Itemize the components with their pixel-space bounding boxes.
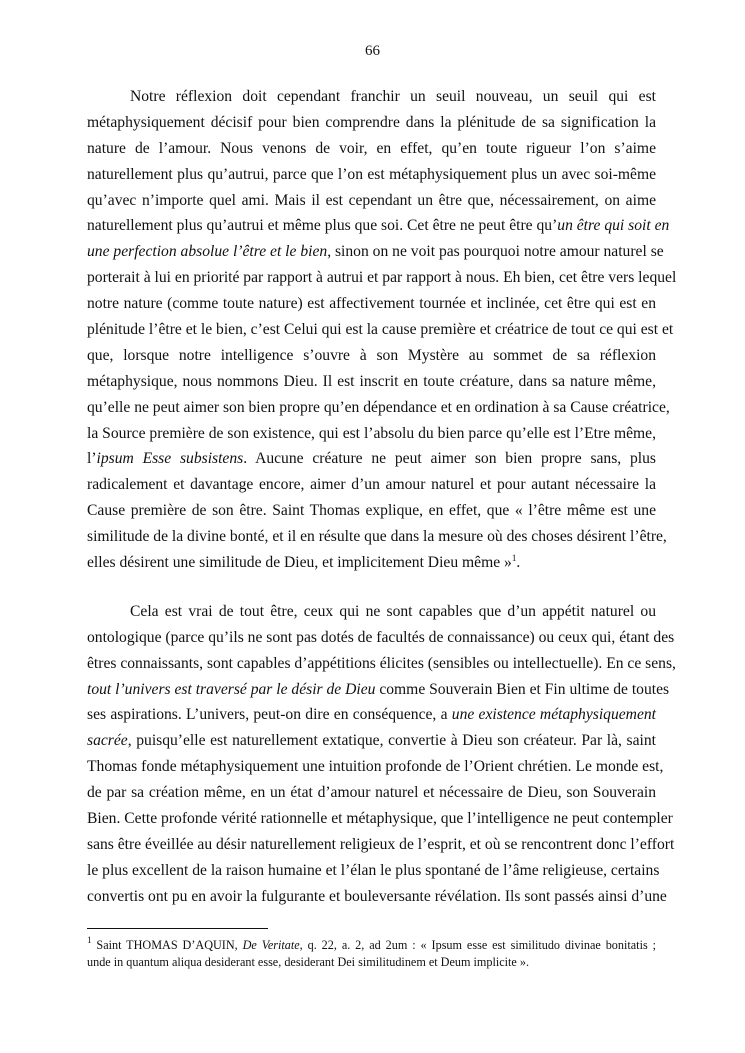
paragraph [87,599,676,910]
italic-text: une existence métaphysiquement [451,706,656,724]
text-line [87,677,670,703]
text-run: qu’avec n’importe quel ami. Mais il est cependant un être que, nécessairement, on aime [87,191,656,209]
text-run: naturellement plus qu’autrui et même plus que soi. Cet être ne peut être qu’ [87,217,558,235]
footnote-ref: 1 [511,553,517,564]
text-run: êtres connaissants, sont capables d’appétitions élicites (sensibles ou intellectuelle). En ce sens, [87,654,676,672]
text-run: Thomas fonde métaphysiquement une intuition profonde de l’Orient chrétien. Le monde est, [87,758,664,776]
text-run: radicalement et davantage encore, aimer d’un amour naturel et pour autant nécessaire la [87,476,656,494]
text-run: sans être éveillée au désir naturellement religieux de l’esprit, et où se rencontrent donc l’effort [87,835,675,853]
text-line [87,780,656,806]
text-run: le plus excellent de la raison humaine et l’élan le plus spontané de l’âme religieuse, certains [87,861,660,879]
page-number: 66 [365,43,380,59]
footnote-line [87,937,656,954]
text-line [87,421,656,447]
footnote-ref: 1 [87,935,92,945]
text-run: ses aspirations. L’univers, peut-on dire en conséquence, a [87,706,452,724]
text-run: , q. 22, a. 2, ad 2um : « Ipsum esse est similitudo divinae bonitatis ; [299,938,656,952]
text-line [87,754,664,780]
text-run: similitude de la divine bonté, et il en résulte que dans la mesure où des choses désirent l’être, [87,528,667,546]
text-line [87,110,656,136]
text-line [87,524,667,550]
text-line [87,884,667,910]
text-line [87,702,656,728]
text-line [87,728,656,754]
text-run: métaphysique, nous nommons Dieu. Il est inscrit en toute créature, dans sa nature même, [87,372,656,390]
text-run: Bien. Cette profonde vérité rationnelle et métaphysique, que l’intelligence ne peut contempler [87,810,673,828]
text-run: métaphysiquement décisif pour bien comprendre dans la plénitude de sa signification la [87,113,656,131]
text-run: , sinon on ne voit pas pourquoi notre amour naturel se [327,243,664,261]
text-run: Saint THOMAS D’AQUIN, [91,938,243,952]
text-line [87,599,656,625]
text-run: de par sa création même, en un état d’amour naturel et nécessaire de Dieu, son Souverain [87,784,656,802]
italic-text: ipsum Esse subsistens [96,450,244,468]
text-line [87,472,656,498]
text-line [87,369,656,395]
text-line [87,317,674,343]
italic-text: sacrée [87,732,128,750]
text-line [87,395,670,421]
text-line [87,343,656,369]
paragraph [87,84,677,576]
footnote-line [87,954,656,971]
text-run: l’ [87,450,97,468]
text-run: convertis ont pu en avoir la fulgurante et bouleversante révélation. Ils sont passés ainsi d’une [87,887,667,905]
text-run: ontologique (parce qu’ils ne sont pas dotés de facultés de connaissance) ou ceux qui, étant des [87,628,675,646]
text-line [87,806,673,832]
text-line [87,446,656,472]
text-line [87,550,656,576]
italic-text: un être qui soit en [557,217,670,235]
italic-text: une perfection absolue l’être et le bien [87,243,328,261]
text-line [87,239,664,265]
text-run: Cause première de son être. Saint Thomas explique, en effet, que « l’être même est une [87,502,656,520]
text-run: porterait à lui en priorité par rapport à autrui et par rapport à nous. Eh bien, cet être vers lequel [87,269,677,287]
text-run: notre nature (comme toute nature) est affectivement tournée et inclinée, cet être qui est en [87,295,656,313]
text-run: comme Souverain Bien et Fin ultime de toutes [375,680,670,698]
text-run: nature de l’amour. Nous venons de voir, en effet, qu’en toute rigueur l’on s’aime [87,139,656,157]
text-line [87,162,656,188]
italic-text: tout l’univers est traversé par le désir de Dieu [87,680,376,698]
text-run: , puisqu’elle est naturellement extatique, convertie à Dieu son créateur. Par là, saint [127,732,656,750]
text-line [87,858,660,884]
text-run: la Source première de son existence, qui est l’absolu du bien parce qu’elle est l’Etre même, [87,424,656,442]
text-line [87,498,656,524]
text-line [87,291,656,317]
text-run: qu’elle ne peut aimer son bien propre qu’en dépendance et en ordination à sa Cause créatrice, [87,398,670,416]
text-line [87,265,677,291]
text-line [87,213,670,239]
text-run: . Aucune créature ne peut aimer son bien propre sans, plus [243,450,656,468]
text-run: plénitude l’être et le bien, c’est Celui qui est la cause première et créatrice de tout ce qui est et [87,321,674,339]
text-line [87,832,675,858]
text-line [87,625,675,651]
text-run: que, lorsque notre intelligence s’ouvre à son Mystère au sommet de sa réflexion [87,346,656,364]
paragraph-gap [87,576,656,599]
document-body [87,84,677,910]
text-run: . [516,554,521,572]
italic-text: De Veritate [242,938,300,952]
text-line [87,651,676,677]
text-line [87,188,656,214]
text-run: elles désirent une similitude de Dieu, et implicitement Dieu même » [87,554,512,572]
text-run: unde in quantum aliqua desiderant esse, desiderant Dei similitudinem et Deum implicite ». [87,955,530,969]
text-run: Cela est vrai de tout être, ceux qui ne sont capables que d’un appétit naturel ou [130,602,656,620]
footnote-separator [87,928,268,929]
text-run: Notre réflexion doit cependant franchir un seuil nouveau, un seuil qui est [130,88,656,105]
text-line [87,136,656,162]
text-run: naturellement plus qu’autrui, parce que l’on est métaphysiquement plus un avec soi-même [87,165,656,183]
footnote [87,937,656,971]
text-line [87,84,656,110]
